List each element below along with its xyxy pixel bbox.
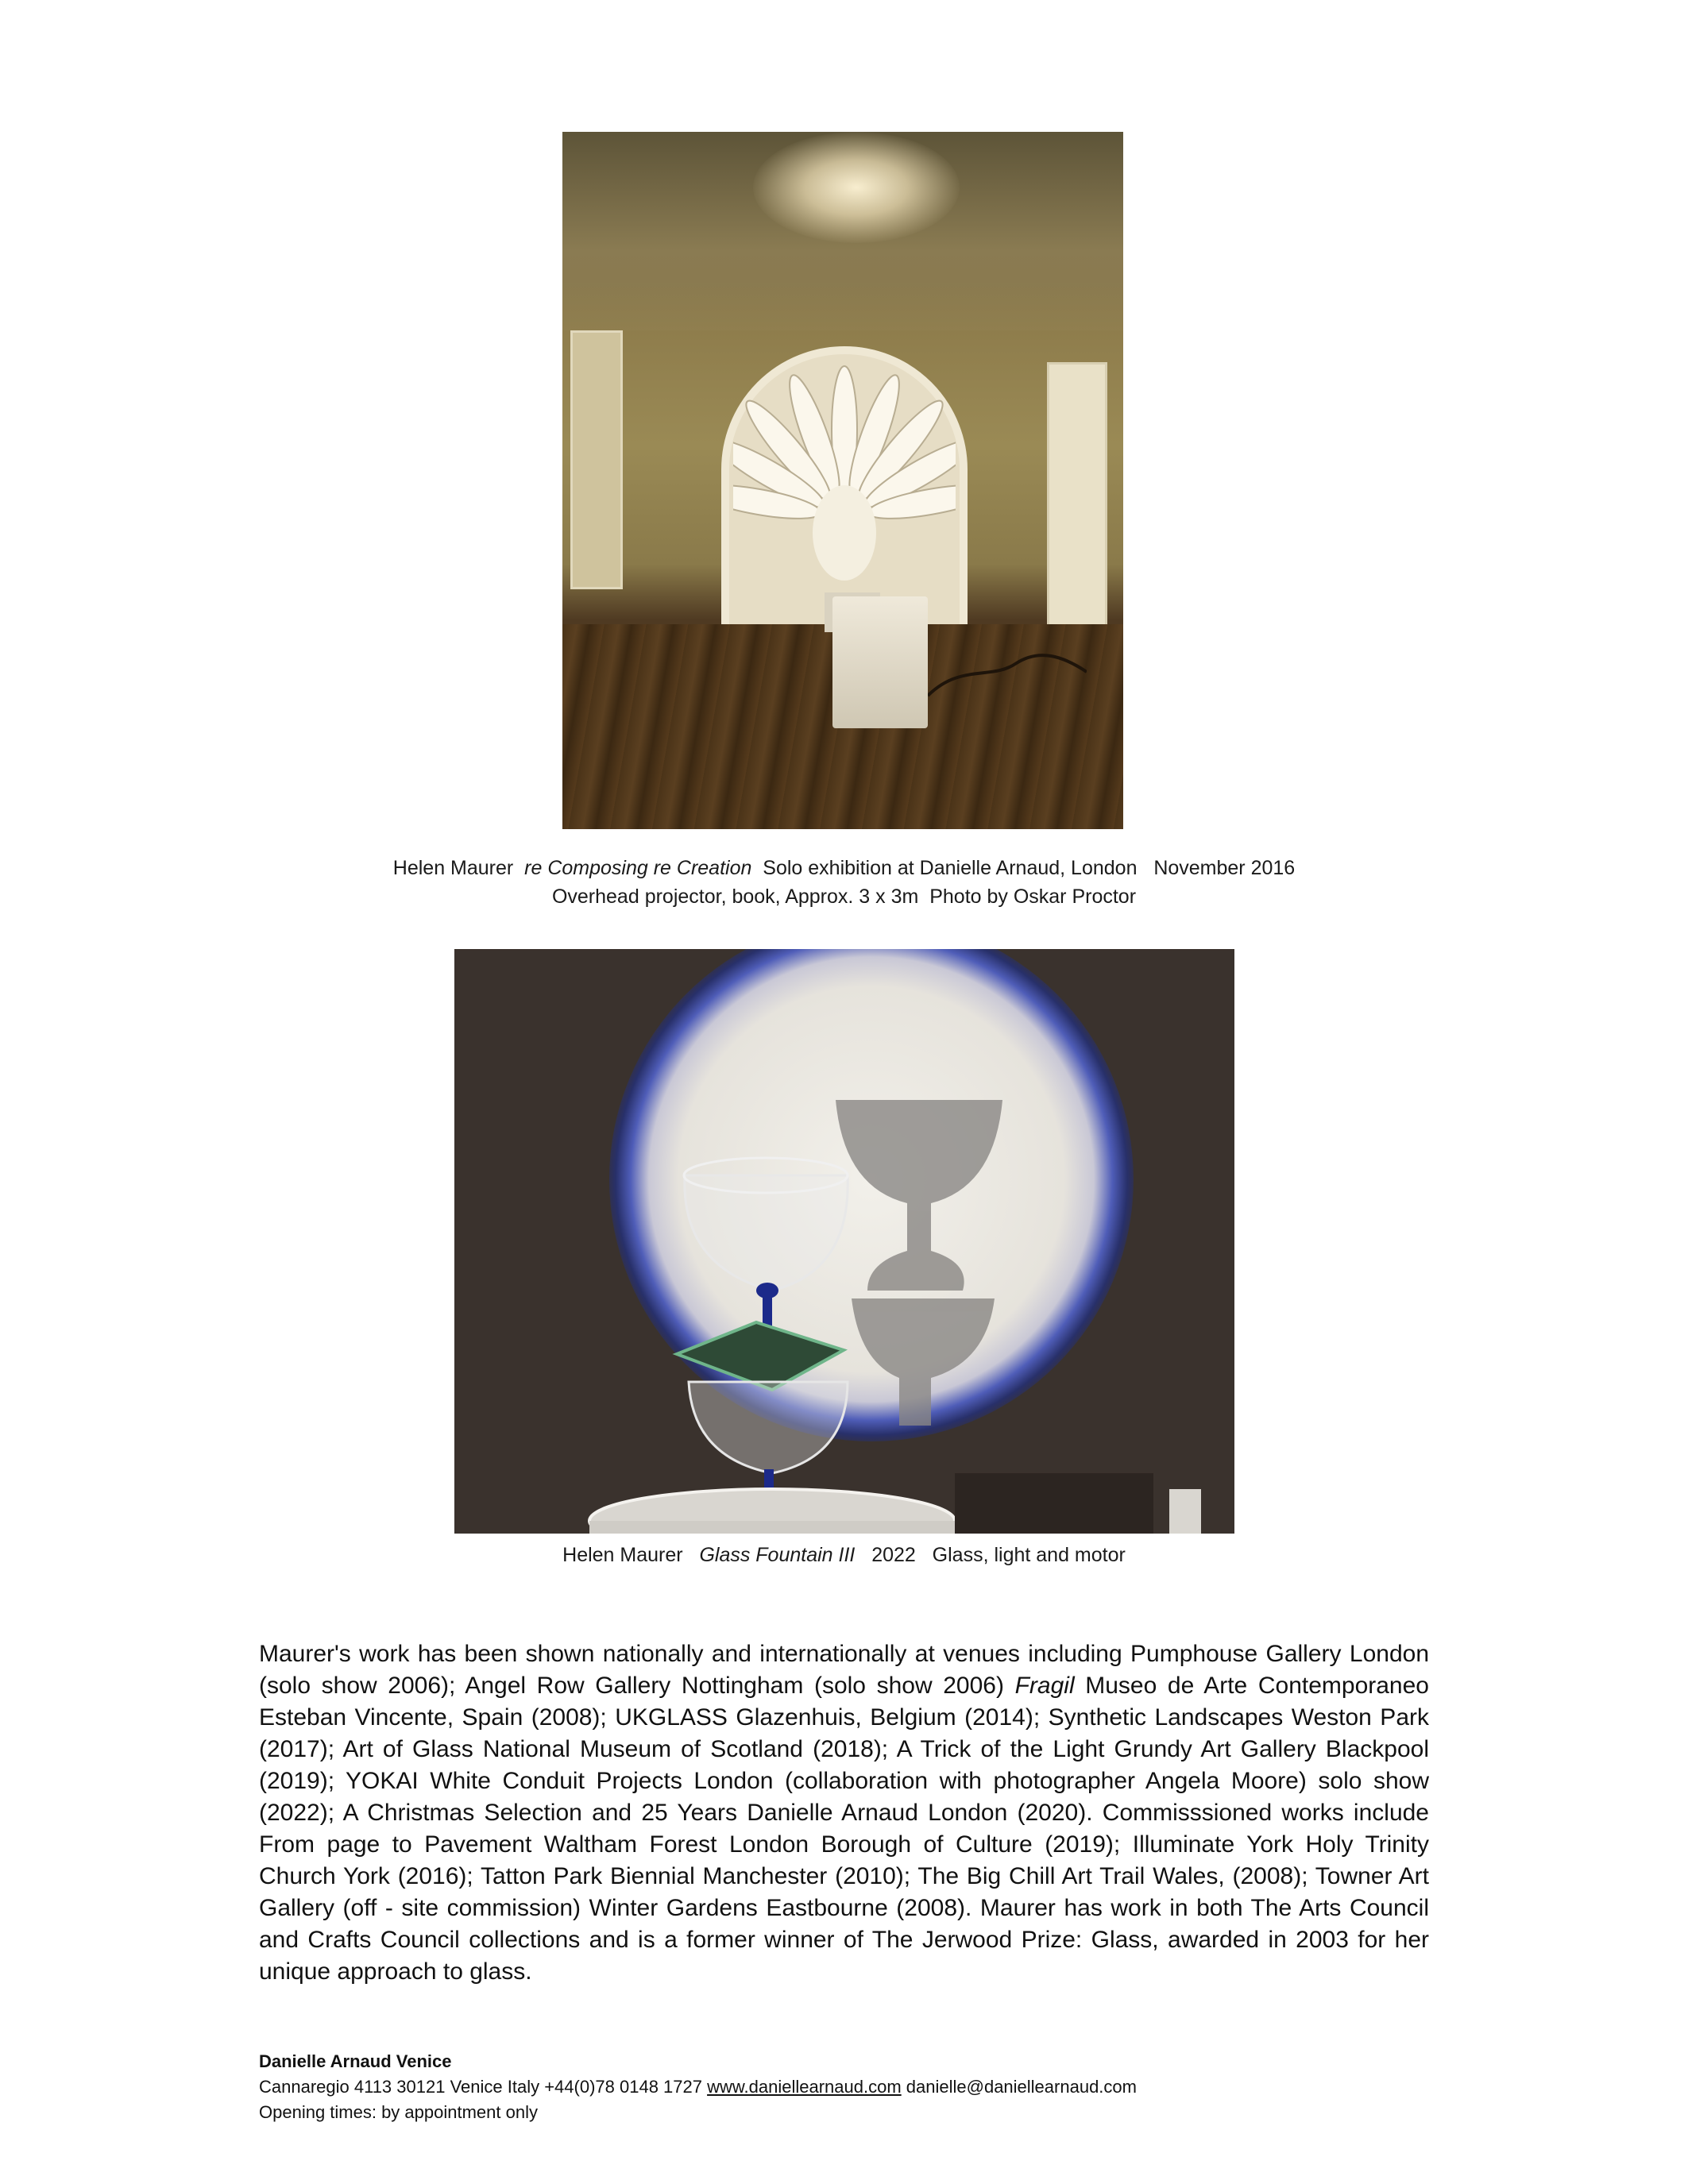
opening-times: Opening times: by appointment only xyxy=(259,2102,538,2122)
gallery-email: danielle@daniellearnaud.com xyxy=(901,2077,1137,2097)
glass-fountain-sculpture xyxy=(454,949,1234,1534)
gallery-contact-line xyxy=(259,2074,1450,2100)
projected-book-pages-image xyxy=(733,358,956,596)
caption1-artist: Helen Maurer xyxy=(392,857,514,879)
caption2-details: 2022 Glass, light and motor xyxy=(871,1544,1126,1566)
overhead-projector xyxy=(832,596,928,728)
biography-paragraph xyxy=(259,1638,1429,1988)
gallery-website-link[interactable]: www.daniellearnaud.com xyxy=(707,2077,902,2097)
glass-plate xyxy=(677,1322,844,1390)
body-text-part2: Museo de Arte Contemporaneo Esteban Vincente, Spain (2008); UKGLASS Glazenhuis, Belgium (2014); Synthetic Landscapes Weston Park (2017); Art of Glass National Museum of Scotland (2018); A Trick of the Light Grundy Art Gallery Blackpool (2019); YOKAI White Conduit Projects London (collaboration with photographer Angela Moore) solo show (2022); A Christmas Selection and 25 Years Danielle Arnaud London (2020). Commisssioned works include From page to Pavement Waltham Forest London Borough of Culture (2019); Illuminate York Holy Trinity Church York (2016); Tatton Park Biennial Manchester (2010); The Big Chill Art Trail Wales, (2008); Towner Art Gallery (off - site commission) Winter Gardens Eastbourne (2008). Maurer has work in both The Arts Council and Crafts Council collections and is a former winner of The Jerwood Prize: Glass, awarded in 2003 for her unique approach to glass. xyxy=(259,1673,1429,1985)
gallery-footer xyxy=(259,2049,1450,2125)
caption-figure2 xyxy=(0,1541,1688,1569)
window-shutter xyxy=(570,330,623,589)
body-italic-fragil: Fragil xyxy=(1014,1673,1075,1699)
caption2-title: Glass Fountain III xyxy=(699,1544,856,1566)
door xyxy=(1047,362,1107,629)
gallery-address: Cannaregio 4113 30121 Venice Italy +44(0)78 0148 1727 xyxy=(259,2077,708,2097)
dark-box xyxy=(955,1473,1153,1534)
ceiling-light-projection xyxy=(753,132,960,243)
caption-figure1-line2: Overhead projector, book, Approx. 3 x 3m Photo by Oskar Proctor xyxy=(551,886,1137,908)
glass-fountain-photo xyxy=(454,949,1234,1534)
caption1-title: re Composing re Creation xyxy=(524,857,752,879)
gallery-name: Danielle Arnaud Venice xyxy=(259,2051,452,2071)
caption2-artist: Helen Maurer xyxy=(562,1544,683,1566)
projector-cable xyxy=(928,648,1087,743)
caption1-details: Solo exhibition at Danielle Arnaud, London November 2016 xyxy=(763,857,1296,879)
caption-figure1-line1 xyxy=(0,854,1688,882)
goblet-shadows xyxy=(836,1100,1002,1426)
installation-photo-room xyxy=(562,132,1123,829)
body-text-part1: Maurer's work has been shown nationally and internationally at venues including Pumphouse Gallery London (solo show 2006); Angel Row Gallery Nottingham (solo show 2006) xyxy=(259,1641,1429,1699)
